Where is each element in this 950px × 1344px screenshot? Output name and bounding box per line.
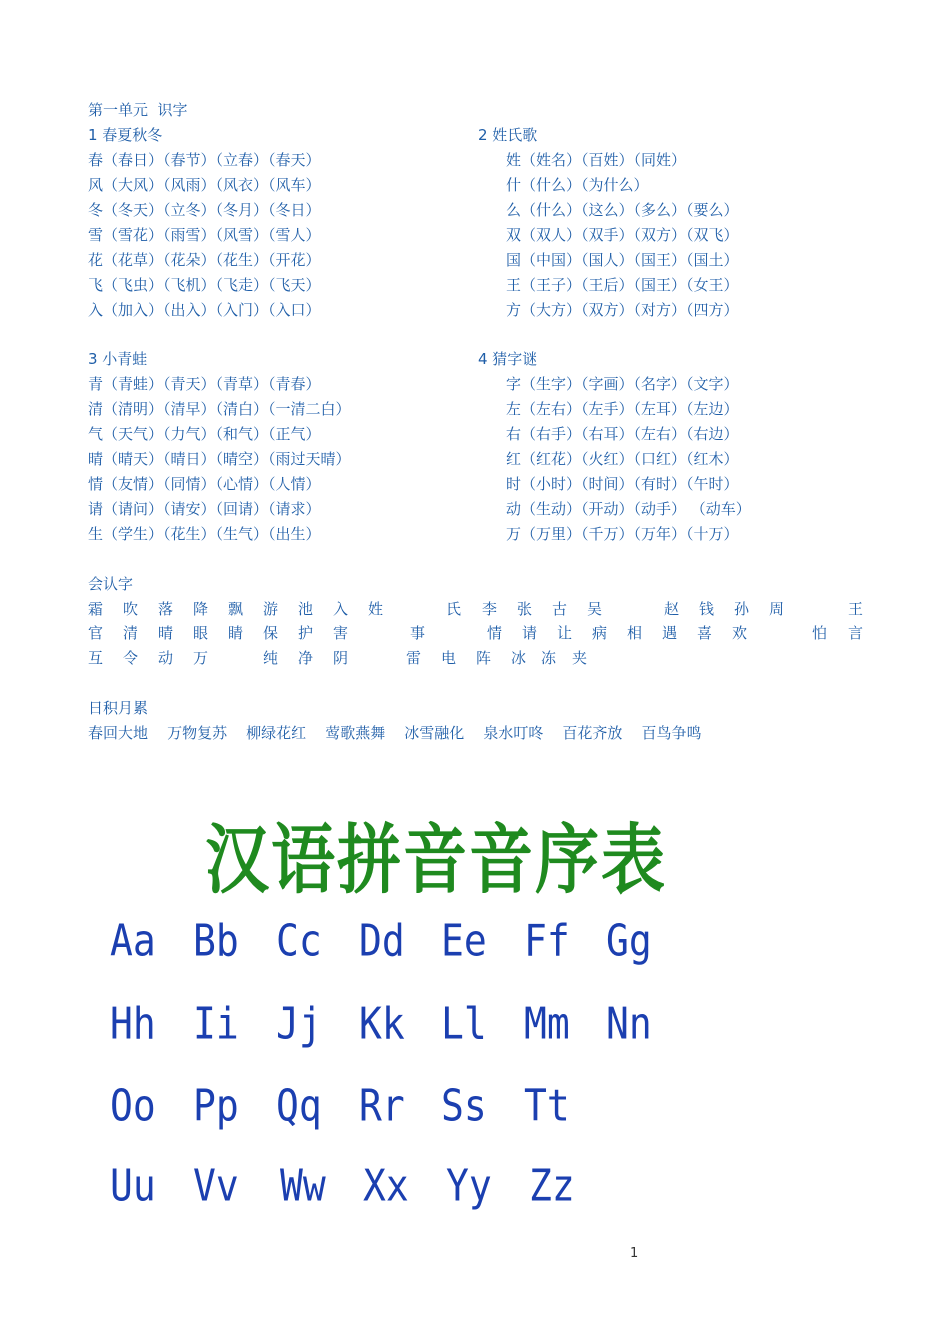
recognize-row-3: [88, 646, 868, 671]
char: 赵: [664, 600, 680, 618]
word-line: 冬（冬天）（立冬）（冬月）（冬日）: [88, 201, 321, 219]
word-line: 姓（姓名）（百姓）（同姓）: [506, 151, 687, 169]
word-line: 右（右手）（右耳）（左右）（右边）: [506, 425, 739, 443]
char: 保: [263, 624, 279, 642]
char: 令: [123, 649, 139, 667]
letter-pair: Ll: [441, 998, 487, 1049]
char: 姓: [368, 600, 384, 618]
char: 动: [158, 649, 174, 667]
word-line: 晴（晴天）（晴日）（晴空）（雨过天晴）: [88, 450, 351, 468]
word-line: 双（双人）（双手）（双方）（双飞）: [506, 226, 739, 244]
word-line: 清（清明）（清早）（清白）（一清二白）: [88, 400, 351, 418]
letter-pair: Yy: [446, 1160, 492, 1211]
char: 夹: [572, 649, 588, 667]
letter-pair: Jj: [276, 998, 322, 1049]
word-line: 红（红花）（火红）（口红）（红木）: [506, 450, 739, 468]
char: 落: [158, 600, 174, 618]
char: 孙: [734, 600, 750, 618]
char: 电: [441, 649, 457, 667]
word-line: 动（生动）（开动）（动手） （动车）: [506, 500, 751, 518]
word-line: 王（王子）（王后）（国王）（女王）: [506, 276, 739, 294]
letter-pair: Pp: [193, 1080, 239, 1131]
char: 情: [487, 624, 503, 642]
char: 净: [298, 649, 314, 667]
letter-pair: Oo: [110, 1080, 156, 1131]
letter-pair: Zz: [529, 1160, 575, 1211]
page-number: 1: [630, 1246, 639, 1261]
word-line: 飞（飞虫）（飞机）（飞走）（飞天）: [88, 276, 321, 294]
char: 入: [333, 600, 349, 618]
char: 张: [517, 600, 533, 618]
word-line: 花（花草）（花朵）（花生）（开花）: [88, 251, 321, 269]
letter-pair: Ss: [441, 1080, 487, 1131]
accumulate-phrases: 春回大地 万物复苏 柳绿花红 莺歌燕舞 冰雪融化 泉水叮咚 百花齐放 百鸟争鸣: [88, 724, 702, 742]
letter-pair: Tt: [524, 1080, 570, 1131]
recognize-row-2: [88, 621, 868, 646]
letter-pair: Cc: [276, 915, 322, 966]
char: 古: [552, 600, 568, 618]
char: 冰: [511, 649, 527, 667]
char: 请: [522, 624, 538, 642]
word-line: 雪（雪花）（雨雪）（风雪）（雪人）: [88, 226, 321, 244]
word-line: 么（什么）（这么）（多么）（要么）: [506, 201, 739, 219]
letter-pair: Ee: [441, 915, 487, 966]
word-line: 生（学生）（花生）（生气）（出生）: [88, 525, 321, 543]
char: 互: [88, 649, 104, 667]
char: 氏: [446, 600, 462, 618]
char: 李: [482, 600, 498, 618]
char: 眼: [193, 624, 209, 642]
char: 害: [333, 624, 349, 642]
recognize-row-1: [88, 597, 868, 622]
char: 池: [298, 600, 314, 618]
char: 吴: [587, 600, 603, 618]
char: 霜: [88, 600, 104, 618]
letter-pair: Ii: [193, 998, 239, 1049]
char: 阴: [333, 649, 349, 667]
letter-pair: Dd: [359, 915, 405, 966]
section-heading-1: 1 春夏秋冬: [88, 126, 163, 144]
letter-pair: Hh: [110, 998, 156, 1049]
recognize-heading: 会认字: [88, 575, 134, 593]
letter-pair: Aa: [110, 915, 156, 966]
char: 事: [410, 624, 426, 642]
char: 遇: [662, 624, 678, 642]
char: 纯: [263, 649, 279, 667]
word-line: 左（左右）（左手）（左耳）（左边）: [506, 400, 739, 418]
char: 冻: [541, 649, 557, 667]
word-line: 气（天气）（力气）（和气）（正气）: [88, 425, 321, 443]
letter-pair: Ff: [524, 915, 570, 966]
char: 清: [123, 624, 139, 642]
letter-pair: Rr: [359, 1080, 405, 1131]
letter-pair: Bb: [193, 915, 239, 966]
char: 飘: [228, 600, 244, 618]
char: 怕: [812, 624, 828, 642]
word-line: 请（请问）（请安）（回请）（请求）: [88, 500, 321, 518]
char: 让: [557, 624, 573, 642]
word-line: 什（什么）（为什么）: [506, 176, 649, 194]
char: 降: [193, 600, 209, 618]
word-line: 万（万里）（千万）（万年）（十万）: [506, 525, 739, 543]
char: 周: [769, 600, 785, 618]
letter-pair: Gg: [606, 915, 652, 966]
word-line: 时（小时）（时间）（有时）（午时）: [506, 475, 739, 493]
word-line: 方（大方）（双方）（对方）（四方）: [506, 301, 739, 319]
char: 阵: [476, 649, 492, 667]
word-line: 字（生字）（字画）（名字）（文字）: [506, 375, 739, 393]
char: 护: [298, 624, 314, 642]
letter-pair: Mm: [524, 998, 570, 1049]
char: 游: [263, 600, 279, 618]
letter-pair: Qq: [276, 1080, 322, 1131]
letter-pair: Vv: [193, 1160, 239, 1211]
letter-pair: Nn: [606, 998, 652, 1049]
word-line: 青（青蛙）（青天）（青草）（青春）: [88, 375, 321, 393]
char: 相: [627, 624, 643, 642]
word-line: 入（加入）（出入）（入门）（入口）: [88, 301, 321, 319]
section-heading-3: 3 小青蛙: [88, 350, 148, 368]
word-line: 春（春日）（春节）（立春）（春天）: [88, 151, 321, 169]
char: 病: [592, 624, 608, 642]
char: 钱: [699, 600, 715, 618]
section-heading-4: 4 猜字谜: [478, 350, 538, 368]
word-line: 情（友情）（同情）（心情）（人情）: [88, 475, 321, 493]
word-line: 国（中国）（国人）（国王）（国土）: [506, 251, 739, 269]
char: 万: [193, 649, 209, 667]
char: 言: [848, 624, 864, 642]
char: 晴: [158, 624, 174, 642]
char: 睛: [228, 624, 244, 642]
letter-pair: Xx: [363, 1160, 409, 1211]
char: 喜: [697, 624, 713, 642]
char: 吹: [123, 600, 139, 618]
accumulate-heading: 日积月累: [88, 699, 149, 717]
char: 欢: [732, 624, 748, 642]
unit-title: 第一单元 识字: [88, 101, 188, 119]
letter-pair: Uu: [110, 1160, 156, 1211]
word-line: 风（大风）（风雨）（风衣）（风车）: [88, 176, 321, 194]
letter-pair: Ww: [280, 1160, 326, 1211]
char: 官: [88, 624, 104, 642]
pinyin-table-title: 汉语拼音音序表: [205, 817, 667, 906]
section-heading-2: 2 姓氏歌: [478, 126, 538, 144]
char: 王: [848, 600, 864, 618]
letter-pair: Kk: [359, 998, 405, 1049]
char: 雷: [406, 649, 422, 667]
